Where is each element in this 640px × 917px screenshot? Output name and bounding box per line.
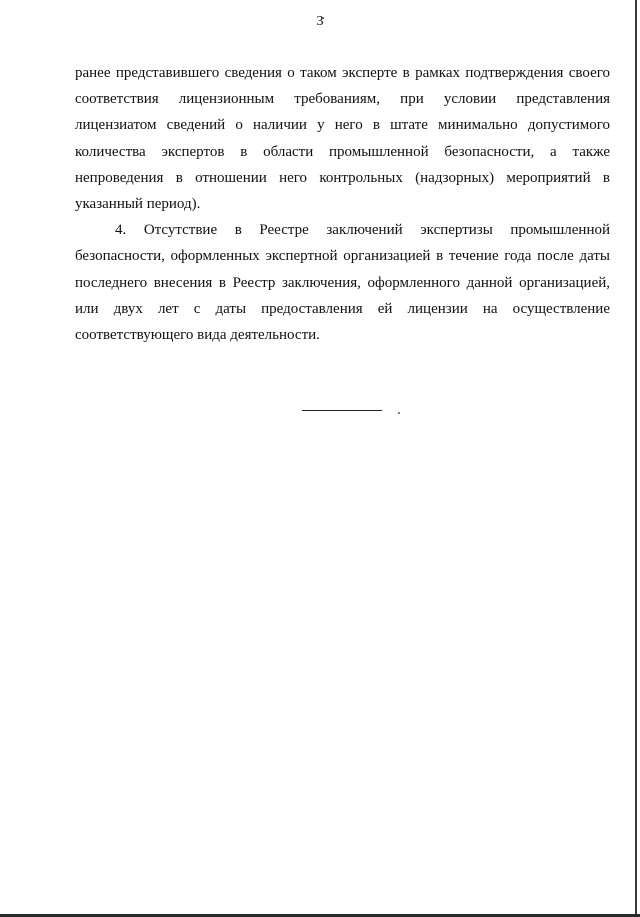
end-of-document-rule (302, 410, 382, 411)
scan-edge-right (635, 0, 637, 917)
paragraph-continuation: ранее представившего сведения о таком эксперте в рамках подтверждения своего соответствия лицензионным требованиям, при условии представления лицензиатом сведений о наличии у него в штате минимально допустимого количества экспертов в области промышленной безопасности, а также непроведения в отношении него контрольных (надзорных) мероприятий в указанный период). (75, 65, 610, 213)
paragraph-item-4: 4. Отсутствие в Реестре заключений экспертизы промышленной безопасности, оформленных экспертной организацией в течение года после даты последнего внесения в Реестр заключения, оформленного данной организацией, или двух лет с даты предоставления ей лицензии на осуществление соответствующего вида деятельности. (75, 222, 610, 344)
scan-speck (398, 412, 400, 414)
document-body (75, 60, 610, 348)
page-number: 3 (316, 14, 324, 29)
